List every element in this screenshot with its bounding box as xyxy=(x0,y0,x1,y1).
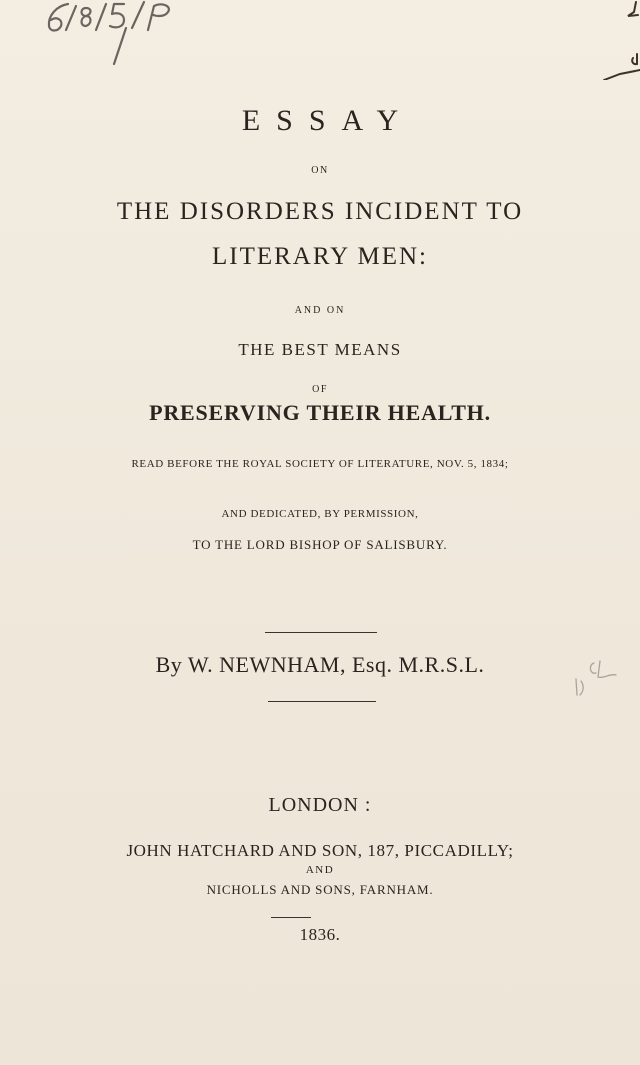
author-credentials: M.R.S.L. xyxy=(398,652,485,677)
rule-below-author xyxy=(268,701,376,702)
author-name: W. NEWNHAM, xyxy=(187,652,346,677)
title-line-2: LITERARY MEN: xyxy=(211,243,429,270)
best-means-line: THE BEST MEANS xyxy=(238,340,402,359)
essay-heading: ESSAY xyxy=(241,104,415,137)
read-before-line: READ BEFORE THE ROYAL SOCIETY OF LITERATURE, NOV. 5, 1834; xyxy=(131,458,509,470)
author-by: By xyxy=(155,652,183,677)
corner-mark xyxy=(600,0,640,80)
imprint-year: 1836. xyxy=(299,925,341,944)
on-label: ON xyxy=(311,165,329,176)
bishop-line: TO THE LORD BISHOP OF SALISBURY. xyxy=(192,537,448,552)
rule-above-author xyxy=(265,632,377,633)
rule-above-year xyxy=(271,917,311,918)
imprint-city: LONDON : xyxy=(268,794,372,816)
imprint-publisher-2: NICHOLLS AND SONS, FARNHAM. xyxy=(206,882,434,897)
of-label: OF xyxy=(312,384,328,395)
dedicated-line: AND DEDICATED, BY PERMISSION, xyxy=(221,508,419,520)
imprint-and: AND xyxy=(305,864,335,876)
title-line-1: THE DISORDERS INCIDENT TO xyxy=(116,198,524,225)
and-on-label: AND ON xyxy=(294,305,346,316)
margin-pencil-scribble xyxy=(570,655,630,700)
author-esq: Esq. xyxy=(351,652,393,677)
imprint-publisher-1: JOHN HATCHARD AND SON, 187, PICCADILLY; xyxy=(126,841,514,860)
author-line xyxy=(0,652,640,678)
pencil-shelfmark xyxy=(40,0,200,66)
preserving-health-line: PRESERVING THEIR HEALTH. xyxy=(149,400,491,425)
